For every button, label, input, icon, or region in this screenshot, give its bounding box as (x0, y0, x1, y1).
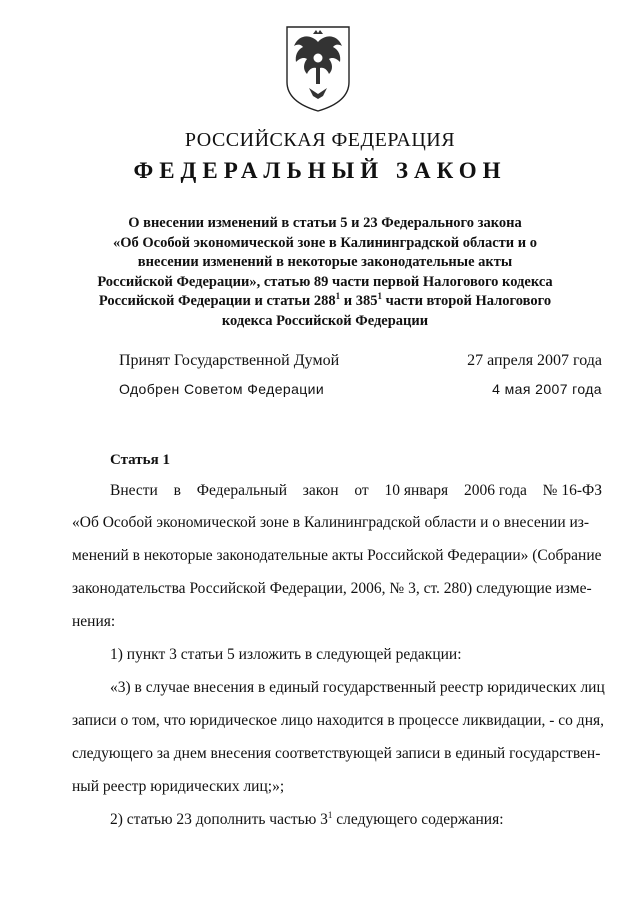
word: Внести (110, 482, 158, 499)
title-text: части второй Налогового (381, 293, 552, 309)
title-text: и 385 (340, 293, 378, 309)
article-heading: Статья 1 (110, 452, 170, 468)
list-item-text: 2) статью 23 дополнить частью 3 (110, 811, 328, 828)
word: от (354, 482, 369, 499)
country-name: РОССИЙСКАЯ ФЕДЕРАЦИЯ (184, 129, 456, 151)
title-line: «Об Особой экономической зоне в Калининградской области и о (113, 234, 537, 251)
paragraph-line: следующего за днем внесения соответствующей записи в единый государствен- (72, 745, 601, 762)
title-line (60, 292, 590, 312)
title-text: Российской Федерации и статьи 288 (98, 293, 336, 309)
paragraph-line (110, 482, 602, 500)
list-item (110, 811, 640, 829)
council-date: 4 мая 2007 года (492, 381, 602, 397)
superscript: 1 (377, 291, 382, 302)
list-item: 1) пункт 3 статьи 5 изложить в следующей редакции: (110, 646, 462, 663)
paragraph-line: нения: (72, 613, 116, 630)
paragraph-line: менений в некоторые законодательные акты Российской Федерации» (Собрание (72, 547, 602, 564)
word: закон (302, 482, 339, 499)
document-type: ФЕДЕРАЛЬНЫЙ ЗАКОН (133, 158, 507, 183)
adoption-council (119, 381, 602, 397)
law-title (60, 214, 590, 331)
coat-of-arms-icon (283, 24, 353, 114)
paragraph-line: записи о том, что юридическое лицо находится в процессе ликвидации, - со дня, (72, 712, 604, 729)
word: 2006 года (463, 482, 527, 499)
adoption-duma (119, 352, 602, 370)
paragraph-line: «Об Особой экономической зоне в Калининградской области и о внесении из- (72, 514, 590, 531)
superscript: 1 (335, 291, 341, 302)
paragraph-line: «3) в случае внесения в единый государственный реестр юридических лиц (110, 679, 605, 696)
duma-label: Принят Государственной Думой (119, 352, 340, 369)
word: Федеральный (196, 482, 288, 499)
title-line: Российской Федерации», статью 89 части первой Налогового кодекса (97, 273, 553, 290)
paragraph-line: законодательства Российской Федерации, 2006, № 3, ст. 280) следующие изме- (72, 580, 592, 597)
word: 10 января (384, 482, 449, 499)
paragraph-line: ный реестр юридических лиц;»; (72, 778, 285, 795)
duma-date: 27 апреля 2007 года (467, 352, 602, 369)
list-item-text: следующего содержания: (332, 811, 504, 828)
title-line: кодекса Российской Федерации (221, 312, 429, 329)
council-label: Одобрен Советом Федерации (119, 381, 325, 397)
word: в (173, 482, 181, 499)
word: № 16-ФЗ (542, 482, 602, 499)
title-line: О внесении изменений в статьи 5 и 23 Федерального закона (128, 215, 522, 231)
superscript: 1 (327, 809, 333, 820)
title-line: внесении изменений в некоторые законодательные акты (137, 254, 513, 270)
